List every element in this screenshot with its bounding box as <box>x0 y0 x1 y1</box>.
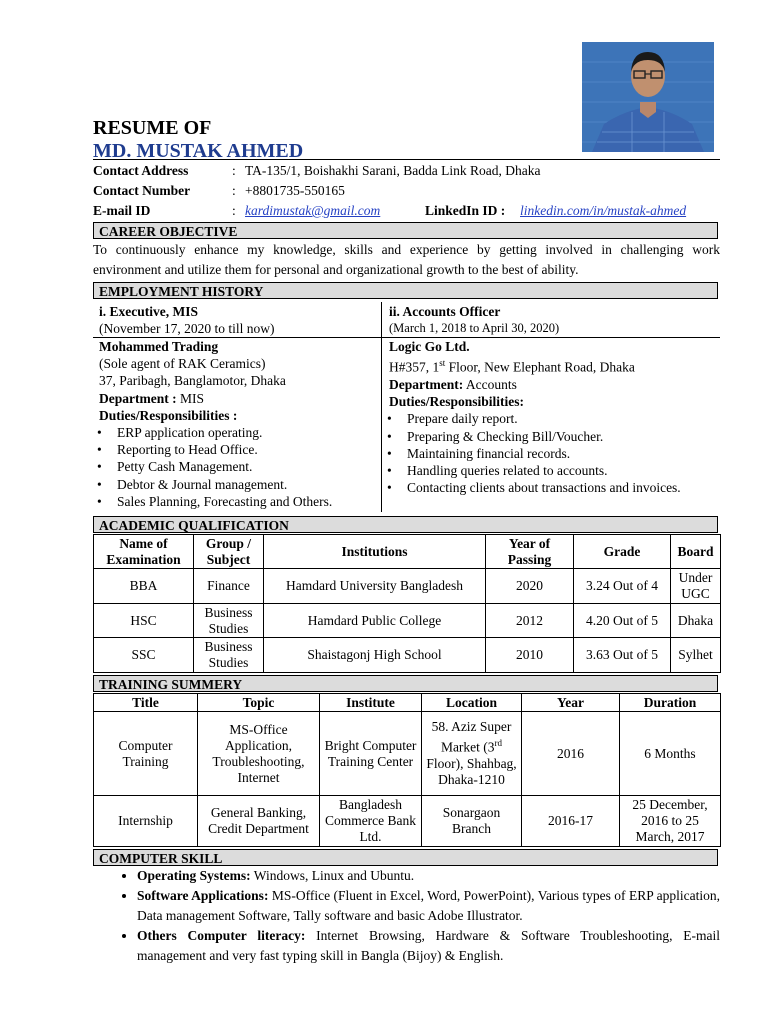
linkedin-label: LinkedIn ID : <box>425 203 506 218</box>
job1-address: 37, Paribagh, Banglamotor, Dhaka <box>99 373 286 389</box>
job2-dept: Accounts <box>465 376 517 392</box>
table-row <box>94 796 721 847</box>
col-header: Institute <box>320 694 422 712</box>
list-item: • Reporting to Head Office. <box>93 441 332 458</box>
table-cell: 25 December, 2016 to 25 March, 2017 <box>620 796 721 847</box>
employment-block <box>93 302 720 512</box>
table-cell: 2016 <box>522 712 620 796</box>
table-cell: Shaistagonj High School <box>264 638 486 673</box>
col-header: Name of Examination <box>94 535 194 569</box>
colon: : <box>232 163 236 178</box>
table-cell: 2012 <box>486 604 574 638</box>
job2-duties-label: Duties/Responsibilities: <box>389 394 525 410</box>
table-cell: 58. Aziz Super Market (3rd Floor), Shahbag, Dhaka-1210 <box>422 712 522 796</box>
table-cell: Business Studies <box>194 638 264 673</box>
table-cell: General Banking, Credit Department <box>198 796 320 847</box>
table-cell: 3.63 Out of 5 <box>574 638 671 673</box>
list-item: • Maintaining financial records. <box>383 445 681 462</box>
list-item: • Sales Planning, Forecasting and Others. <box>93 493 332 510</box>
academic-table <box>93 534 721 673</box>
job1-period: (November 17, 2020 to till now) <box>99 321 275 337</box>
resume-title: RESUME OF <box>93 117 212 139</box>
job2-period: (March 1, 2018 to April 30, 2020) <box>389 321 560 336</box>
job1-note: (Sole agent of RAK Ceramics) <box>99 356 266 372</box>
job1-duties-label: Duties/Responsibilities : <box>99 407 238 423</box>
list-item: • ERP application operating. <box>93 424 332 441</box>
list-item: • Software Applications: MS-Office (Fluent in Excel, Word, PowerPoint), Various types of ERP application, Data management Software, Tally software and basic Adobe Illustrator. <box>137 886 720 926</box>
table-cell: HSC <box>94 604 194 638</box>
table-header-row <box>94 694 721 712</box>
colon: : <box>232 183 236 198</box>
table-header-row <box>94 535 721 569</box>
col-header: Year <box>522 694 620 712</box>
header-divider <box>93 159 720 160</box>
list-item: • Preparing & Checking Bill/Voucher. <box>383 428 681 445</box>
career-objective-text: To continuously enhance my knowledge, skills and experience by getting involved in challenging work environment and utilize them for personal and organizational growth to the best of ability. <box>93 242 720 277</box>
job1-header <box>99 303 274 337</box>
training-table <box>93 693 721 847</box>
job1-details <box>99 338 332 510</box>
job1-duties-list <box>93 424 332 510</box>
table-cell: Finance <box>194 569 264 604</box>
table-cell: 2020 <box>486 569 574 604</box>
skills-list <box>93 866 720 966</box>
table-cell: 4.20 Out of 5 <box>574 604 671 638</box>
table-cell: Computer Training <box>94 712 198 796</box>
contact-number-label: Contact Number <box>93 183 191 198</box>
table-cell: Hamdard University Bangladesh <box>264 569 486 604</box>
col-header: Board <box>671 535 721 569</box>
list-item: • Debtor & Journal management. <box>93 476 332 493</box>
table-cell: Under UGC <box>671 569 721 604</box>
list-item: • Contacting clients about transactions and invoices. <box>383 479 681 496</box>
table-cell: 3.24 Out of 4 <box>574 569 671 604</box>
colon: : <box>232 203 236 218</box>
table-row <box>94 604 721 638</box>
job1-company: Mohammed Trading <box>99 339 219 354</box>
job2-title: ii. Accounts Officer <box>389 304 501 319</box>
section-computer-skill: COMPUTER SKILL <box>93 849 718 866</box>
list-item: • Operating Systems: Windows, Linux and Ubuntu. <box>137 866 720 886</box>
col-header: Duration <box>620 694 721 712</box>
column-divider <box>381 302 382 512</box>
job2-address: H#357, 1st Floor, New Elephant Road, Dhaka <box>389 358 635 375</box>
job2-dept-label: Department: <box>389 376 464 392</box>
section-employment-history: EMPLOYMENT HISTORY <box>93 282 718 299</box>
job2-details <box>389 338 681 496</box>
table-cell: SSC <box>94 638 194 673</box>
table-row <box>94 712 721 796</box>
table-cell: BBA <box>94 569 194 604</box>
col-header: Grade <box>574 535 671 569</box>
section-training-summery: TRAINING SUMMERY <box>93 675 718 692</box>
table-cell: 2016-17 <box>522 796 620 847</box>
job2-header <box>389 303 559 337</box>
list-item: • Handling queries related to accounts. <box>383 462 681 479</box>
table-cell: Bright Computer Training Center <box>320 712 422 796</box>
contact-number: +8801735-550165 <box>245 183 345 198</box>
list-item: • Others Computer literacy: Internet Browsing, Hardware & Software Troubleshooting, E-mail management and very fast typing skill in Bangla (Bijoy) & English. <box>137 926 720 966</box>
contact-address: TA-135/1, Boishakhi Sarani, Badda Link Road, Dhaka <box>245 163 541 178</box>
section-career-objective: CAREER OBJECTIVE <box>93 222 718 239</box>
col-header: Year of Passing <box>486 535 574 569</box>
job2-duties-list <box>383 410 681 496</box>
table-row <box>94 569 721 604</box>
table-cell: MS-Office Application, Troubleshooting, Internet <box>198 712 320 796</box>
job1-dept-label: Department : <box>99 390 177 406</box>
job2-company: Logic Go Ltd. <box>389 339 470 354</box>
table-cell: Bangladesh Commerce Bank Ltd. <box>320 796 422 847</box>
section-academic-qualification: ACADEMIC QUALIFICATION <box>93 516 718 533</box>
table-cell: 2010 <box>486 638 574 673</box>
profile-photo <box>582 42 714 152</box>
list-item: • Prepare daily report. <box>383 410 681 427</box>
list-item: • Petty Cash Management. <box>93 458 332 475</box>
email-link[interactable]: kardimustak@gmail.com <box>245 203 381 218</box>
contact-address-label: Contact Address <box>93 163 189 178</box>
table-cell: Sylhet <box>671 638 721 673</box>
col-header: Topic <box>198 694 320 712</box>
col-header: Location <box>422 694 522 712</box>
table-cell: Hamdard Public College <box>264 604 486 638</box>
candidate-name: MD. MUSTAK AHMED <box>93 140 304 162</box>
table-cell: Internship <box>94 796 198 847</box>
table-cell: Business Studies <box>194 604 264 638</box>
table-cell: Dhaka <box>671 604 721 638</box>
col-header: Group / Subject <box>194 535 264 569</box>
job1-dept: MIS <box>179 390 204 406</box>
email-label: E-mail ID <box>93 203 151 218</box>
col-header: Title <box>94 694 198 712</box>
linkedin-link[interactable]: linkedin.com/in/mustak-ahmed <box>520 203 687 218</box>
col-header: Institutions <box>264 535 486 569</box>
table-row <box>94 638 721 673</box>
table-cell: Sonargaon Branch <box>422 796 522 847</box>
table-cell: 6 Months <box>620 712 721 796</box>
job1-title: i. Executive, MIS <box>99 304 198 319</box>
